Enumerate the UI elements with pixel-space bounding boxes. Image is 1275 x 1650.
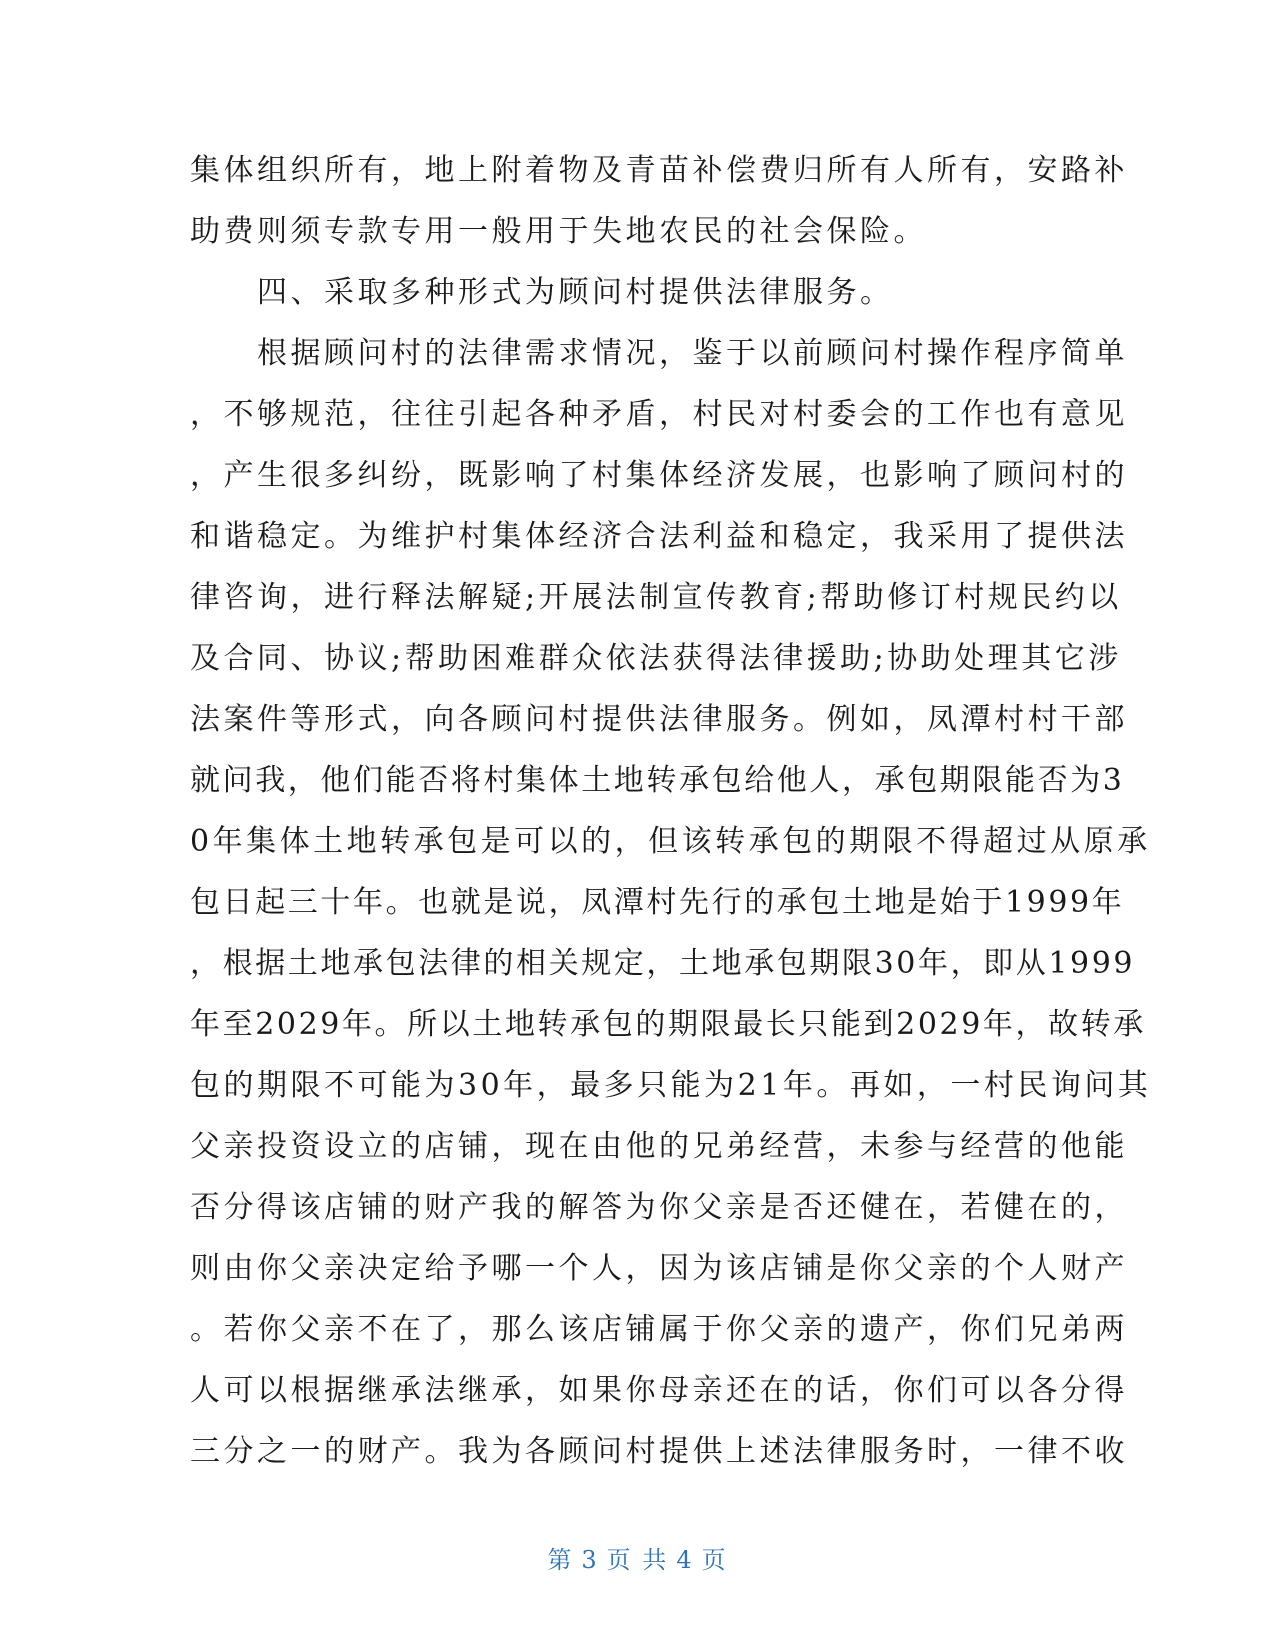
text-line: 0年集体土地转承包是可以的，但该转承包的期限不得超过从原承	[190, 824, 1151, 859]
text-line: 根据顾问村的法律需求情况，鉴于以前顾问村操作程序简单	[190, 336, 1128, 371]
text-line: 集体组织所有，地上附着物及青苗补偿费归所有人所有，安路补	[190, 153, 1128, 188]
footer-prefix: 第	[547, 1546, 574, 1574]
footer-middle: 页 共	[606, 1546, 669, 1574]
text-line: 年至2029年。所以土地转承包的期限最长只能到2029年，故转承	[190, 1007, 1146, 1042]
text-line: ，不够规范，往往引起各种矛盾，村民对村委会的工作也有意见	[190, 397, 1128, 432]
footer-suffix: 页	[701, 1546, 728, 1574]
section-heading: 四、采取多种形式为顾问村提供法律服务。	[190, 275, 894, 310]
text-line: 三分之一的财产。我为各顾问村提供上述法律服务时，一律不收	[190, 1434, 1128, 1469]
body-text	[190, 140, 1152, 1482]
text-line: ，根据土地承包法律的相关规定，土地承包期限30年，即从1999	[190, 946, 1136, 981]
text-line: 就问我，他们能否将村集体土地转承包给他人，承包期限能否为3	[190, 763, 1125, 798]
text-line: 父亲投资设立的店铺，现在由他的兄弟经营，未参与经营的他能	[190, 1129, 1128, 1164]
text-line: 人可以根据继承法继承，如果你母亲还在的话，你们可以各分得	[190, 1373, 1128, 1408]
text-line: 包日起三十年。也就是说，凤潭村先行的承包土地是始于1999年	[190, 885, 1125, 920]
text-line: 。若你父亲不在了，那么该店铺属于你父亲的遗产，你们兄弟两	[190, 1312, 1128, 1347]
total-pages-number: 4	[676, 1546, 694, 1574]
text-line: ，产生很多纠纷，既影响了村集体经济发展，也影响了顾问村的	[190, 458, 1128, 493]
text-line: 包的期限不可能为30年，最多只能为21年。再如，一村民询问其	[190, 1068, 1152, 1103]
page-number-footer	[0, 1540, 1275, 1575]
current-page-number: 3	[581, 1546, 599, 1574]
text-line: 助费则须专款专用一般用于失地农民的社会保险。	[190, 214, 927, 249]
text-line: 律咨询，进行释法解疑;开展法制宣传教育;帮助修订村规民约以	[190, 580, 1122, 615]
text-line: 否分得该店铺的财产我的解答为你父亲是否还健在，若健在的，	[190, 1190, 1128, 1225]
text-line: 法案件等形式，向各顾问村提供法律服务。例如，凤潭村村干部	[190, 702, 1128, 737]
text-line: 及合同、协议;帮助困难群众依法获得法律援助;协助处理其它涉	[190, 641, 1122, 676]
text-line: 则由你父亲决定给予哪一个人，因为该店铺是你父亲的个人财产	[190, 1251, 1128, 1286]
text-line: 和谐稳定。为维护村集体经济合法利益和稳定，我采用了提供法	[190, 519, 1128, 554]
